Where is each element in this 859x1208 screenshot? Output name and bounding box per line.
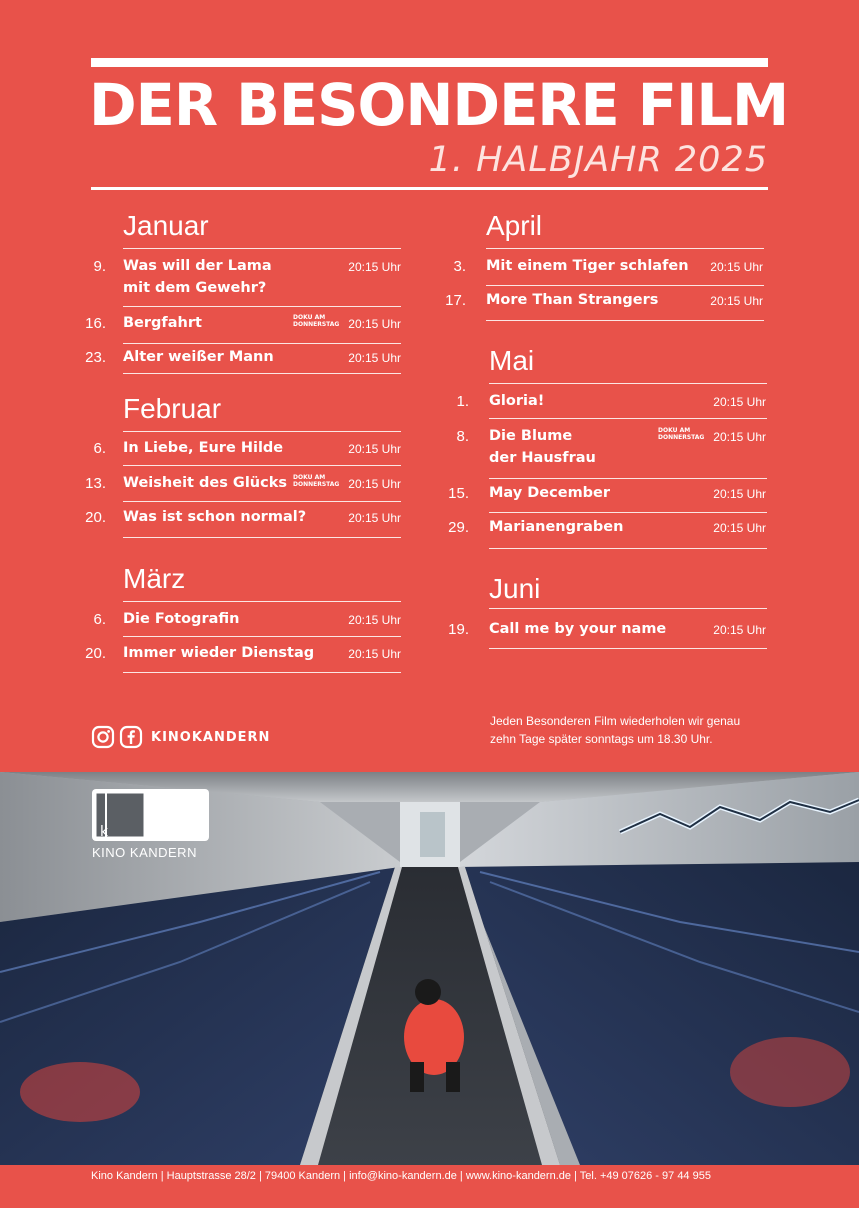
doku-badge	[293, 474, 353, 488]
social-handle[interactable]: KINOKANDERN	[151, 729, 271, 745]
screening-date: 29.	[448, 519, 469, 536]
screening-date: 9.	[93, 258, 106, 275]
film-title-line: Was ist schon normal?	[123, 509, 307, 525]
screening-time: 20:15 Uhr	[710, 294, 763, 308]
screening-time: 20:15 Uhr	[348, 647, 401, 661]
row-divider	[123, 537, 401, 538]
film-title-line: Gloria!	[489, 393, 545, 409]
row-divider	[123, 465, 401, 466]
film-title	[123, 255, 272, 299]
doku-badge-line: DONNERSTAG	[293, 321, 340, 328]
film-title	[489, 618, 666, 640]
screening-time: 20:15 Uhr	[710, 260, 763, 274]
film-title	[123, 346, 274, 368]
doku-badge-line: DOKU AM	[293, 474, 326, 481]
screening-time: 20:15 Uhr	[348, 317, 401, 331]
film-title	[123, 437, 283, 459]
screening-date: 23.	[85, 349, 106, 366]
screening-date: 6.	[93, 611, 106, 628]
screening-date: 16.	[85, 315, 106, 332]
film-title-line: mit dem Gewehr?	[123, 280, 267, 296]
film-title	[123, 472, 287, 494]
row-divider	[123, 636, 401, 637]
film-title-line: Call me by your name	[489, 621, 667, 637]
facebook-icon[interactable]	[119, 725, 143, 749]
screening-time: 20:15 Uhr	[348, 351, 401, 365]
row-divider	[489, 418, 767, 419]
film-title	[489, 516, 623, 538]
row-divider	[123, 306, 401, 307]
film-title	[123, 312, 202, 334]
screening-date: 6.	[93, 440, 106, 457]
film-title-line: Immer wieder Dienstag	[123, 645, 315, 661]
screening-time: 20:15 Uhr	[348, 477, 401, 491]
screening-date: 1.	[456, 393, 469, 410]
doku-badge-line: DOKU AM	[293, 314, 326, 321]
doku-badge	[658, 427, 718, 441]
row-divider	[486, 285, 764, 286]
film-title-line: Bergfahrt	[123, 315, 202, 331]
screening-time: 20:15 Uhr	[348, 442, 401, 456]
screening-time: 20:15 Uhr	[348, 511, 401, 525]
month-heading: April	[486, 210, 543, 241]
month-heading: Januar	[123, 210, 209, 241]
row-divider	[123, 501, 401, 502]
row-divider	[489, 512, 767, 513]
film-title-line: Alter weißer Mann	[123, 349, 274, 365]
film-title	[489, 390, 544, 412]
row-divider	[489, 478, 767, 479]
month-heading: Februar	[123, 393, 222, 424]
film-title	[123, 608, 239, 630]
film-title-line: Die Blume	[489, 428, 573, 444]
film-title	[123, 506, 306, 528]
screening-time: 20:15 Uhr	[348, 613, 401, 627]
repeat-note-line: Jeden Besonderen Film wiederholen wir genau	[490, 714, 741, 728]
film-title	[123, 642, 314, 664]
film-title-line: May December	[489, 485, 611, 501]
screening-date: 8.	[456, 428, 469, 445]
doku-badge-line: DOKU AM	[658, 427, 691, 434]
logo-letter: k	[100, 824, 109, 840]
screening-time: 20:15 Uhr	[713, 430, 766, 444]
film-title-line: Die Fotografin	[123, 611, 240, 627]
screening-time: 20:15 Uhr	[348, 260, 401, 274]
repeat-note	[490, 712, 790, 748]
page-title: DER BESONDERE FILM	[89, 71, 789, 139]
row-divider	[489, 608, 767, 609]
title-rule-bottom	[91, 187, 768, 190]
screening-date: 13.	[85, 475, 106, 492]
film-title	[489, 425, 596, 469]
screening-date: 15.	[448, 485, 469, 502]
film-title-line: Marianengraben	[489, 519, 624, 535]
month-heading: Mai	[489, 345, 535, 376]
row-divider	[123, 601, 401, 602]
row-divider	[123, 373, 401, 374]
film-title-line: In Liebe, Eure Hilde	[123, 440, 284, 456]
screening-date: 20.	[85, 509, 106, 526]
screening-date: 20.	[85, 645, 106, 662]
screening-time: 20:15 Uhr	[713, 521, 766, 535]
screening-date: 19.	[448, 621, 469, 638]
film-title-line: More Than Strangers	[486, 292, 659, 308]
row-divider	[489, 648, 767, 649]
doku-badge	[293, 314, 353, 328]
film-title-line: der Hausfrau	[489, 450, 596, 466]
row-divider	[489, 548, 767, 549]
social-links	[91, 724, 270, 750]
instagram-icon[interactable]	[91, 725, 115, 749]
doku-badge-line: DONNERSTAG	[293, 481, 340, 488]
month-heading: Juni	[489, 573, 541, 604]
footer-contact: Kino Kandern | Hauptstrasse 28/2 | 79400 Kandern | info@kino-kandern.de | www.kino-kandern.de | Tel. +49 07626 - 97 44 955	[91, 1170, 711, 1182]
film-title	[489, 482, 610, 504]
film-title	[486, 255, 689, 277]
row-divider	[486, 320, 764, 321]
screening-time: 20:15 Uhr	[713, 395, 766, 409]
row-divider	[489, 383, 767, 384]
repeat-note-line: zehn Tage später sonntags um 18.30 Uhr.	[490, 732, 713, 746]
month-heading: März	[123, 563, 186, 594]
screening-time: 20:15 Uhr	[713, 487, 766, 501]
row-divider	[123, 248, 401, 249]
doku-badge-line: DONNERSTAG	[658, 434, 705, 441]
film-title	[486, 289, 658, 311]
row-divider	[123, 431, 401, 432]
row-divider	[123, 343, 401, 344]
screening-date: 3.	[453, 258, 466, 275]
logo-text: KINO KANDERN	[92, 845, 197, 860]
title-rule-top	[91, 58, 768, 67]
screening-date: 17.	[445, 292, 466, 309]
screening-time: 20:15 Uhr	[713, 623, 766, 637]
row-divider	[123, 672, 401, 673]
film-title-line: Was will der Lama	[123, 258, 272, 274]
page-subtitle: 1. HALBJAHR 2025	[428, 140, 768, 180]
film-title-line: Mit einem Tiger schlafen	[486, 258, 689, 274]
film-title-line: Weisheit des Glücks	[123, 475, 287, 491]
row-divider	[486, 248, 764, 249]
